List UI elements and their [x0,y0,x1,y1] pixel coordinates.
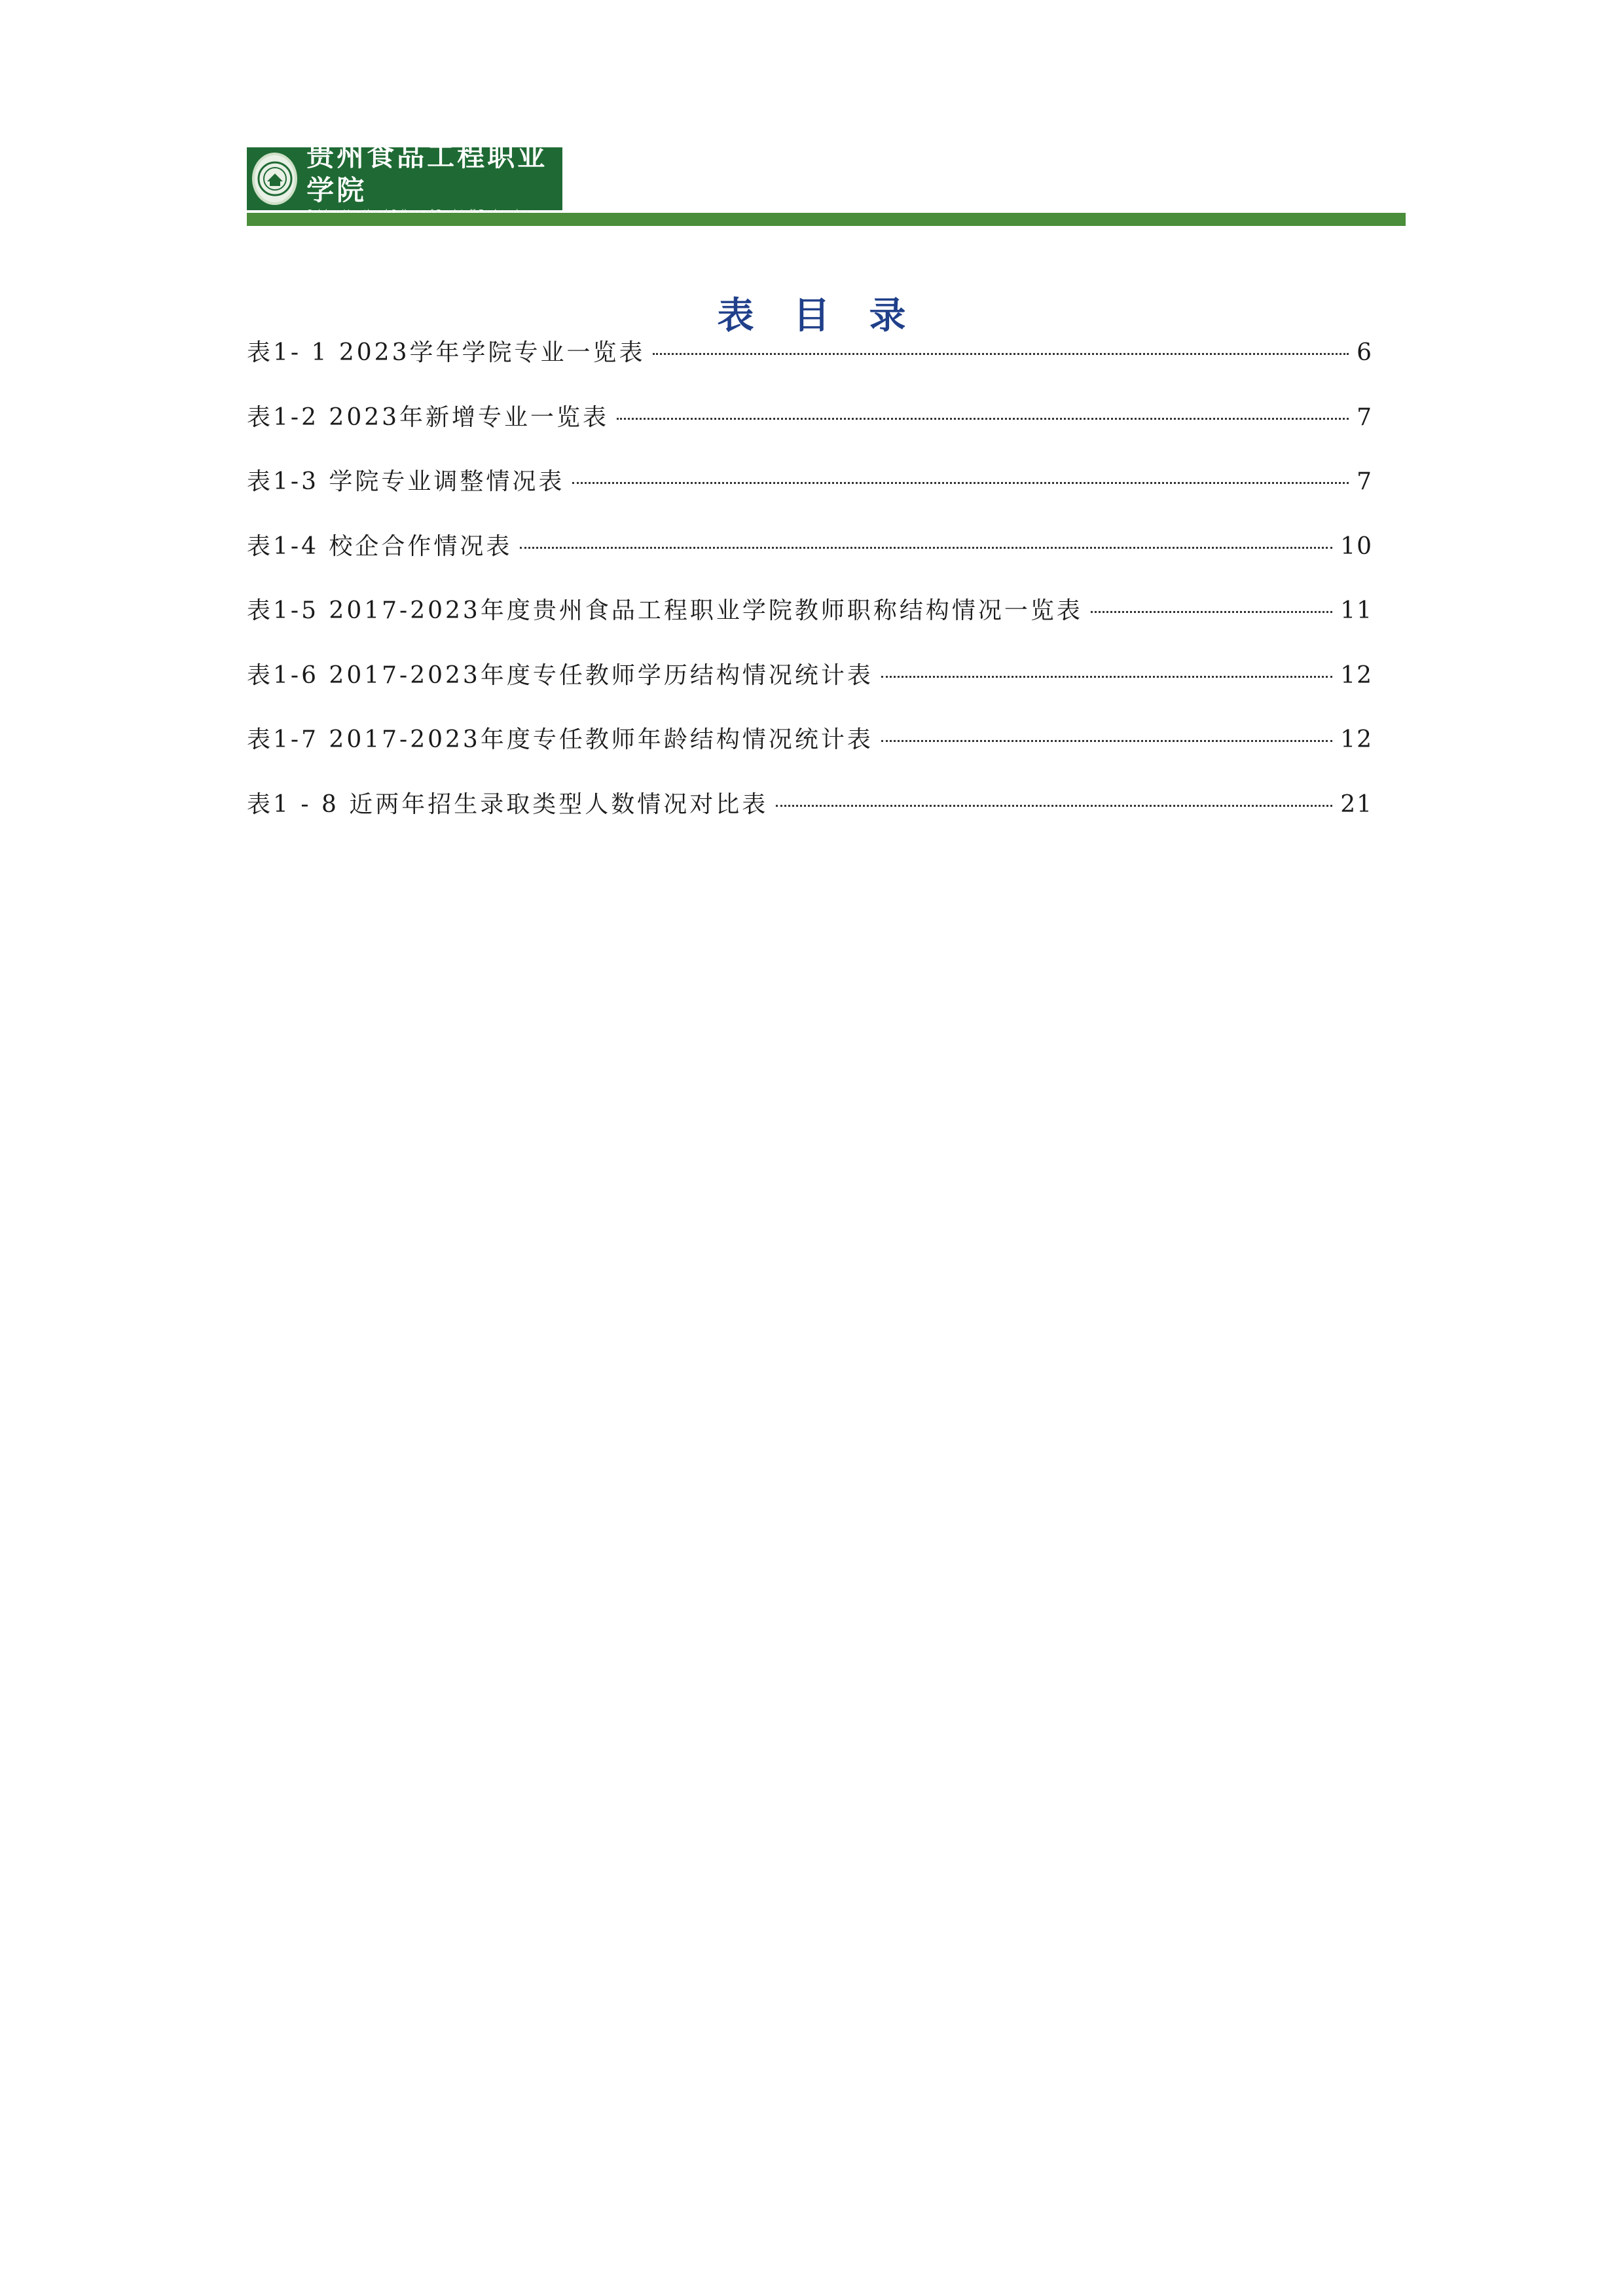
toc-entry-page: 7 [1357,403,1373,431]
toc-entry[interactable] [247,786,1373,851]
toc-entry-page: 21 [1340,790,1373,818]
dot-leader [881,676,1332,678]
toc-entry[interactable] [247,334,1373,399]
toc-entry-page: 12 [1340,726,1373,753]
dot-leader [520,547,1332,549]
toc-entry-label: 表1- 1 2023学年学院专业一览表 [247,339,646,366]
toc-entry-label: 表1-4 校企合作情况表 [247,532,513,560]
header-divider [247,213,1406,226]
toc-entry-label: 表1-7 2017-2023年度专任教师年龄结构情况统计表 [247,726,873,753]
toc-entry-page: 7 [1357,468,1373,495]
toc-entry[interactable] [247,463,1373,528]
table-of-tables [247,334,1373,850]
toc-entry[interactable] [247,721,1373,786]
toc-entry-label: 表1-5 2017-2023年度贵州食品工程职业学院教师职称结构情况一览表 [247,597,1083,624]
page-title: 表目录 [717,294,945,337]
toc-entry-label: 表1-3 学院专业调整情况表 [247,468,565,495]
toc-entry[interactable] [247,399,1373,464]
dot-leader [776,805,1332,807]
toc-entry-label: 表1-6 2017-2023年度专任教师学历结构情况统计表 [247,661,873,689]
toc-entry-page: 11 [1340,597,1373,624]
college-logo [247,140,562,210]
dot-leader [881,740,1332,742]
dot-leader [1091,611,1332,613]
toc-entry-label: 表1 - 8 近两年招生录取类型人数情况对比表 [247,790,769,818]
toc-entry-page: 10 [1340,532,1373,560]
toc-entry[interactable] [247,657,1373,722]
toc-entry-page: 6 [1357,339,1373,366]
toc-entry-page: 12 [1340,661,1373,689]
dot-leader [653,353,1349,355]
toc-entry-label: 表1-2 2023年新增专业一览表 [247,403,610,431]
college-emblem-icon [252,153,297,205]
college-name-cn: 贵州食品工程职业学院 [306,140,548,206]
dot-leader [572,482,1349,484]
toc-entry[interactable] [247,528,1373,593]
dot-leader [617,418,1349,420]
toc-entry[interactable] [247,592,1373,657]
